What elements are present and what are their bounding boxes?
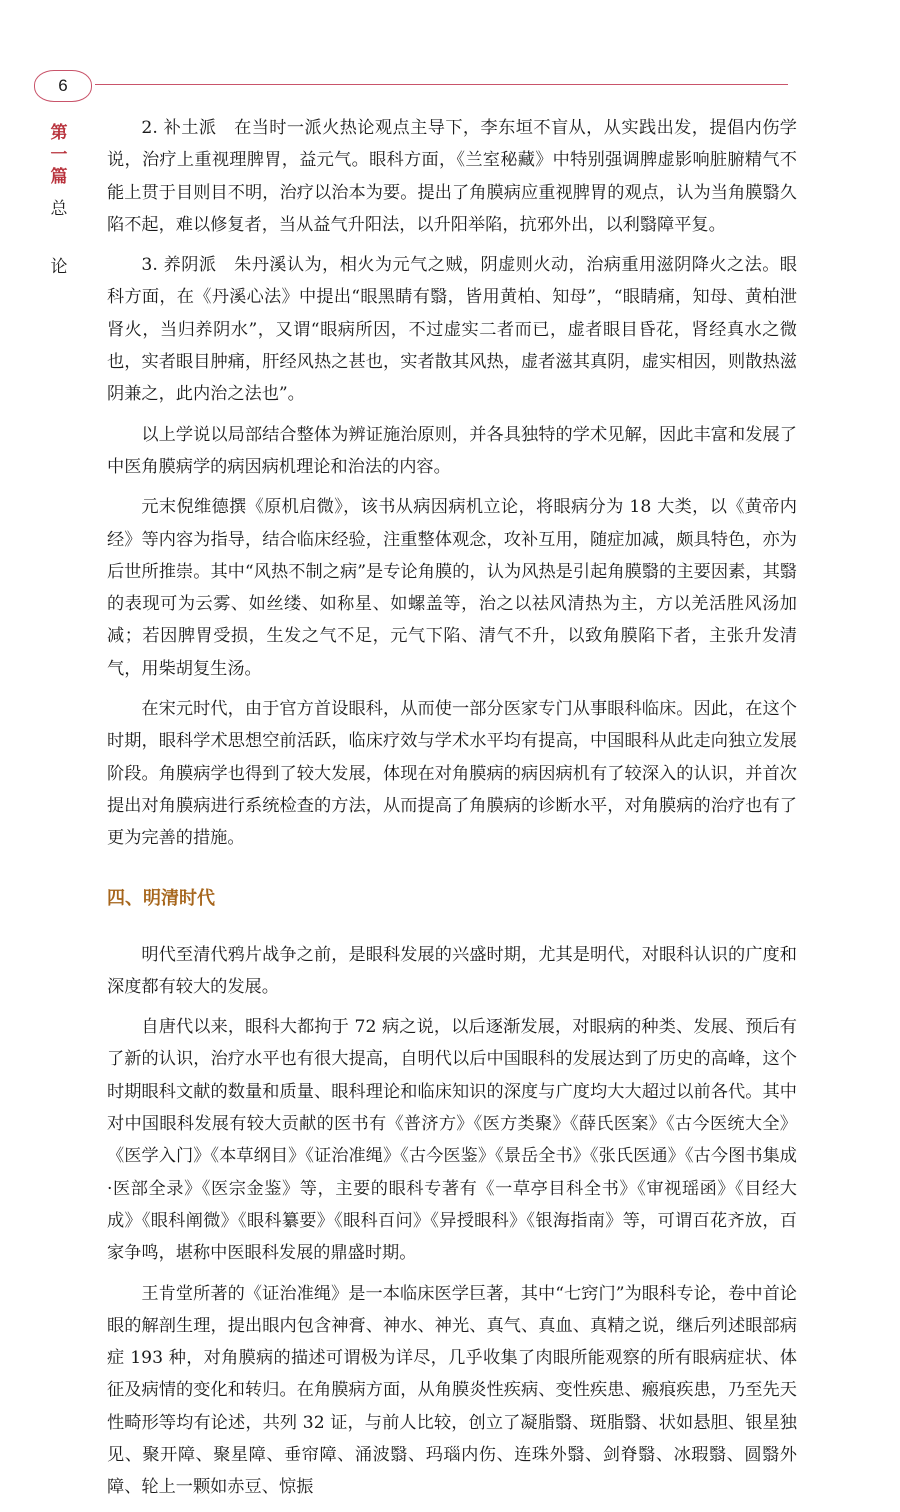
paragraph: 元末倪维德撰《原机启微》，该书从病因病机立论，将眼病分为 18 大类，以《黄帝内经》等内容为指导，结合临床经验，注重整体观念，攻补互用，随症加减，颇具特色，亦为后世所推崇。其中“风热不制之病”是专论角膜的，认为风热是引起角膜翳的主要因素，其翳的表现可为云雾、如丝缕、如称星、如螺盖等，治之以祛风清热为主，方以羌活胜风汤加减；若因脾胃受损，生发之气不足，元气下陷、清气不升，以致角膜陷下者，主张升发清气，用柴胡复生汤。 [107,497,797,679]
main-text [107,112,797,1512]
paragraph: 在宋元时代，由于官方首设眼科，从而使一部分医家专门从事眼科临床。因此，在这个时期，眼科学术思想空前活跃，临床疗效与学术水平均有提高，中国眼科从此走向独立发展阶段。角膜病学也得到了较大发展，体现在对角膜病的病因病机有了较深入的认识，并首次提出对角膜病进行系统检查的方法，从而提高了角膜病的诊断水平，对角膜病的治疗也有了更为完善的措施。 [107,699,797,849]
part-title-char: 论 [50,257,68,277]
paragraph: 自唐代以来，眼科大都拘于 72 病之说，以后逐渐发展，对眼病的种类、发展、预后有了新的认识，治疗水平也有很大提高，自明代以后中国眼科的发展达到了历史的高峰，这个时期眼科文献的数量和质量、眼科理论和临床知识的深度与广度均大大超过以前各代。其中对中国眼科发展有较大贡献的医书有《普济方》《医方类聚》《薛氏医案》《古今医统大全》《医学入门》《本草纲目》《证治准绳》《古今医鉴》《景岳全书》《张氏医通》《古今图书集成·医部全录》《医宗金鉴》等，主要的眼科专著有《一草亭目科全书》《审视瑶函》《目经大成》《眼科阐微》《眼科纂要》《眼科百问》《异授眼科》《银海指南》等，可谓百花齐放，百家争鸣，堪称中医眼科发展的鼎盛时期。 [107,1017,797,1264]
part-label-char: 篇 [50,167,68,187]
paragraph: 以上学说以局部结合整体为辨证施治原则，并各具独特的学术见解，因此丰富和发展了中医角膜病学的病因病机理论和治法的内容。 [107,424,797,477]
sidebar-section-label [42,122,76,278]
section-heading: 四、明清时代 [107,887,215,909]
paragraph: 明代至清代鸦片战争之前，是眼科发展的兴盛时期，尤其是明代，对眼科认识的广度和深度都有较大的发展。 [107,944,797,997]
page-number-badge [34,70,92,102]
paragraph: 2. 补土派 在当时一派火热论观点主导下，李东垣不盲从，从实践出发，提倡内伤学说，治疗上重视理脾胃，益元气。眼科方面，《兰室秘藏》中特别强调脾虚影响脏腑精气不能上贯于目则目不明，治疗以治本为要。提出了角膜病应重视脾胃的观点，认为当角膜翳久陷不起，难以修复者，当从益气升阳法，以升阳举陷，抗邪外出，以利翳障平复。 [107,118,797,235]
part-label-char: 第 [50,123,68,143]
part-label-char: 一 [50,145,68,165]
page-number: 6 [58,76,68,95]
header-rule [95,84,788,85]
paragraph: 王肯堂所著的《证治准绳》是一本临床医学巨著，其中“七窍门”为眼科专论，卷中首论眼的解剖生理，提出眼内包含神膏、神水、神光、真气、真血、真精之说，继后列述眼部病症 193 种，对角膜病的描述可谓极为详尽，几乎收集了肉眼所能观察的所有眼病症状、体征及病情的变化和转归。在角膜病方面，从角膜炎性疾病、变性疾患、瘢痕疾患，乃至先天性畸形等均有论述，共列 32 证，与前人比较，创立了凝脂翳、斑脂翳、状如悬胆、银星独见、聚开障、聚星障、垂帘障、涌波翳、玛瑙内伤、连珠外翳、剑脊翳、冰瑕翳、圆翳外障、轮上一颗如赤豆、惊振 [107,1283,797,1498]
paragraph: 3. 养阴派 朱丹溪认为，相火为元气之贼，阴虚则火动，治病重用滋阴降火之法。眼科方面，在《丹溪心法》中提出“眼黑睛有翳，皆用黄柏、知母”，“眼睛痛，知母、黄柏泄肾火，当归养阴水”，又谓“眼病所因，不过虚实二者而已，虚者眼目昏花，肾经真水之微也，实者眼目肿痛，肝经风热之甚也，实者散其风热，虚者滋其真阴，虚实相因，则散热滋阴兼之，此内治之法也”。 [107,255,797,405]
part-title-char: 总 [50,199,68,219]
